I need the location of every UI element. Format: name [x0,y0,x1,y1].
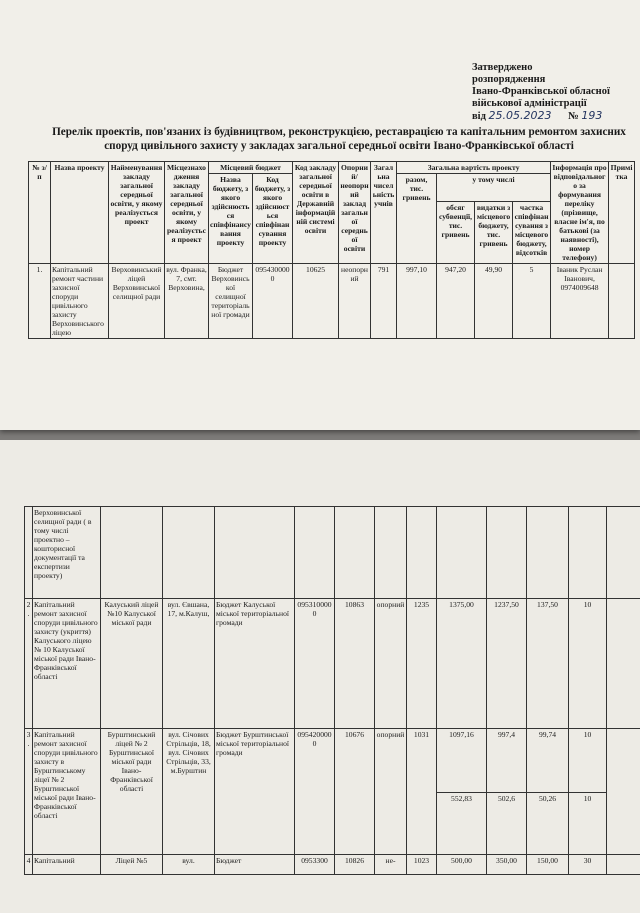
row-project-name: Капітальний [33,855,101,875]
row-total: 500,00 [437,855,487,875]
table-row [25,729,640,793]
row-project-name: Капітальний ремонт частини захисної споруди цивільного захисту Верховинського ліцею [51,264,109,339]
row-cofin-share-b: 10 [569,793,607,855]
approval-line-3: Івано-Франківської обласної [472,86,610,97]
handwritten-number: 193 [581,109,603,122]
header-institution: Найменування закладу загальної середньої освіти, у якому реалізується проект [109,162,165,264]
row-support: опорний [375,599,407,729]
row-responsible: Іваник Руслан Іванович, 0974009648 [551,264,609,339]
row-students: 1023 [407,855,437,875]
header-total: разом, тис. гривень [397,174,437,264]
row-project-name: Верховинської селищної ради ( в тому числі проектно – кошторисної документації та експертизи проекту) [33,507,101,599]
row-support: опорний [375,729,407,855]
row-no [25,507,33,599]
projects-table-page-1 [28,161,635,339]
row-local-expenses: 137,50 [527,599,569,729]
row-total: 997,10 [397,264,437,339]
header-total-cost: Загальна вартість проекту [397,162,551,174]
row-school-code: 10676 [335,729,375,855]
header-support: Опорний/неопорний заклад загальної середньої освіти [339,162,371,264]
row-location: вул. Січових Стрільців, 18, вул. Січових Стрільців, 33, м.Бурштин [163,729,215,855]
header-budget-code: Код бюджету, з якого здійснюється співфінансування проекту [253,174,293,264]
table-row [29,264,635,339]
number-prefix: № [568,111,579,122]
title-line-1: Перелік проектів, пов'язаних із будівництвом, реконструкцією, реставрацією та капітальним ремонтом захисних [52,126,626,138]
row-no: 3. [25,729,33,855]
handwritten-date: 25.05.2023 [488,109,552,122]
header-local-budget: Місцевий бюджет [209,162,293,174]
table-row [25,507,640,599]
document-page-2 [0,440,640,913]
row-local-expenses: 49,90 [475,264,513,339]
approval-line-2: розпорядження [472,74,546,85]
header-school-code: Код закладу загальної середньої освіти в Державній інформаційній системі освіти [293,162,339,264]
approval-block [472,62,610,123]
row-school-code: 10826 [335,855,375,875]
row-cofin-share: 10 [569,599,607,729]
document-title [40,125,638,153]
date-prefix: від [472,111,486,122]
row-total: 1097,16 [437,729,487,793]
row-school-code: 10625 [293,264,339,339]
row-location: вул. Франка, 7, смт. Верховина, [165,264,209,339]
row-subvention: 1237,50 [487,599,527,729]
row-school-code: 10863 [335,599,375,729]
row-no: 1. [29,264,51,339]
header-including: у тому числі [437,174,551,202]
row-subvention-b: 502,6 [487,793,527,855]
row-institution: Ліцей №5 [101,855,163,875]
header-budget-name: Назва бюджету, з якого здійснюється співфінансування проекту [209,174,253,264]
row-cofin-share: 30 [569,855,607,875]
row-budget-code: 0954300000 [253,264,293,339]
row-budget-name: Бюджет Бурштинської міської територіальної громади [215,729,295,855]
row-subvention: 350,00 [487,855,527,875]
header-location: Місцезнаходження закладу загальної середньої освіти, у якому реалізується проект [165,162,209,264]
row-location: вул. [163,855,215,875]
title-line-2: споруд цивільного захисту у закладах загальної середньої освіти Івано-Франківської області [104,140,574,152]
row-budget-name: Бюджет [215,855,295,875]
row-institution: Калуський ліцей №10 Калуської міської ради [101,599,163,729]
row-no: 4 [25,855,33,875]
row-budget-code: 0953300 [295,855,335,875]
row-budget-code: 0953100000 [295,599,335,729]
row-budget-code: 0954200000 [295,729,335,855]
row-budget-name: Бюджет Калуської міської територіальної громади [215,599,295,729]
approval-date-line [472,110,610,123]
table-row [25,599,640,729]
header-students: Загальна чисельність учнів [371,162,397,264]
row-support: неопорний [339,264,371,339]
row-subvention: 947,20 [437,264,475,339]
row-location: вул. Євшана, 17, м.Калуш, [163,599,215,729]
header-no: № з/п [29,162,51,264]
row-project-name: Капітальний ремонт захисної споруди цивільного захисту (укриття) Калуського ліцею № 10 Калуської міської ради Івано-Франківської області [33,599,101,729]
header-subvention: обсяг субвенції, тис. гривень [437,202,475,264]
approval-line-1: Затверджено [472,62,533,73]
row-total-b: 552,83 [437,793,487,855]
header-cofin-share: частка співфінансування з місцевого бюджету, відсотків [513,202,551,264]
row-notes [609,264,635,339]
header-project-name: Назва проекту [51,162,109,264]
row-subvention: 997,4 [487,729,527,793]
row-support: не- [375,855,407,875]
document-page-1 [0,0,640,430]
row-no: 2. [25,599,33,729]
row-institution: Бурштинський ліцей № 2 Бурштинської міської ради Івано-Франківської області [101,729,163,855]
table-row [25,855,640,875]
row-budget-name: Бюджет Верховинської селищної територіальної громади [209,264,253,339]
row-students: 1235 [407,599,437,729]
projects-table-page-2 [24,506,640,875]
row-cofin-share: 10 [569,729,607,793]
row-total: 1375,00 [437,599,487,729]
row-project-name: Капітальний ремонт захисної споруди цивільного захисту в Бурштинському ліцеї № 2 Бурштинської міської ради Івано-Франківської області [33,729,101,855]
approval-line-4: військової адміністрації [472,98,587,109]
header-responsible: Інформація про відповідального за формування переліку (прізвище, власне ім'я, по батькові (за наявності), номер телефону) [552,163,607,262]
header-notes: Примітка [609,162,635,264]
row-cofin-share: 5 [513,264,551,339]
row-local-expenses: 99,74 [527,729,569,793]
row-local-expenses-b: 50,26 [527,793,569,855]
row-institution: Верховинський ліцей Верховинської селищної ради [109,264,165,339]
header-local-expenses: видатки з місцевого бюджету, тис. гривень [475,202,513,264]
row-students: 1031 [407,729,437,855]
row-local-expenses: 150,00 [527,855,569,875]
row-students: 791 [371,264,397,339]
